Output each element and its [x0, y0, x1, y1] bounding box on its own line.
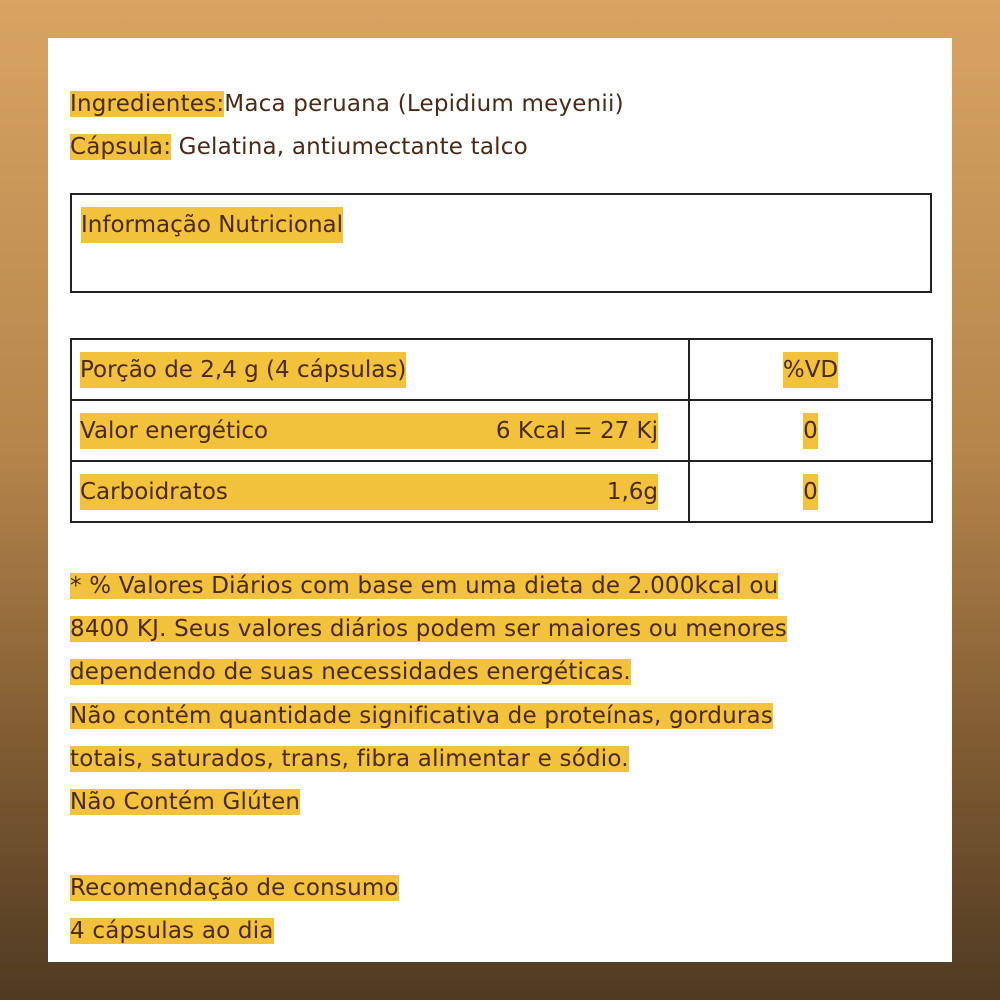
label-sheet — [48, 38, 952, 962]
energy-name: Valor energético — [80, 417, 269, 444]
carbs-name: Carboidratos — [80, 478, 228, 505]
ingredients-label: Ingredientes: — [70, 91, 225, 117]
carbs-vd-cell — [689, 461, 932, 522]
gluten-line: Não Contém Glúten — [70, 789, 301, 815]
note-line: Não contém quantidade significativa de proteínas, gorduras — [70, 703, 774, 729]
carbs-vd: 0 — [803, 474, 818, 510]
portion-label: Porção de 2,4 g (4 cápsulas) — [80, 352, 406, 388]
energy-vd-cell — [689, 400, 932, 461]
ingredients-value: Maca peruana (Lepidium meyenii) — [224, 91, 624, 117]
capsule-line — [70, 129, 528, 165]
vd-header-cell — [689, 339, 932, 400]
recommendation-title: Recomendação de consumo — [70, 875, 399, 901]
table-row — [71, 400, 932, 461]
recommendation-value: 4 cápsulas ao dia — [70, 918, 274, 944]
energy-amount: 6 Kcal = 27 Kj — [495, 417, 658, 444]
capsule-label: Cápsula: — [70, 134, 172, 160]
energy-cell — [71, 400, 689, 461]
ingredients-line — [70, 86, 624, 122]
note-line: * % Valores Diários com base em uma dieta de 2.000kcal ou — [70, 573, 779, 599]
nutrition-info-title: Informação Nutricional — [81, 207, 343, 243]
note-line: totais, saturados, trans, fibra alimentar e sódio. — [70, 746, 629, 772]
nutrition-table — [70, 338, 933, 523]
capsule-value: Gelatina, antiumectante talco — [178, 134, 528, 160]
table-header-row — [71, 339, 932, 400]
note-line: 8400 KJ. Seus valores diários podem ser maiores ou menores — [70, 616, 788, 642]
carbs-amount: 1,6g — [606, 478, 658, 505]
nutrition-info-box — [70, 193, 932, 293]
vd-header: %VD — [783, 352, 838, 388]
portion-cell — [71, 339, 689, 400]
carbs-cell — [71, 461, 689, 522]
note-line: dependendo de suas necessidades energéticas. — [70, 659, 631, 685]
energy-vd: 0 — [803, 413, 818, 449]
table-row — [71, 461, 932, 522]
